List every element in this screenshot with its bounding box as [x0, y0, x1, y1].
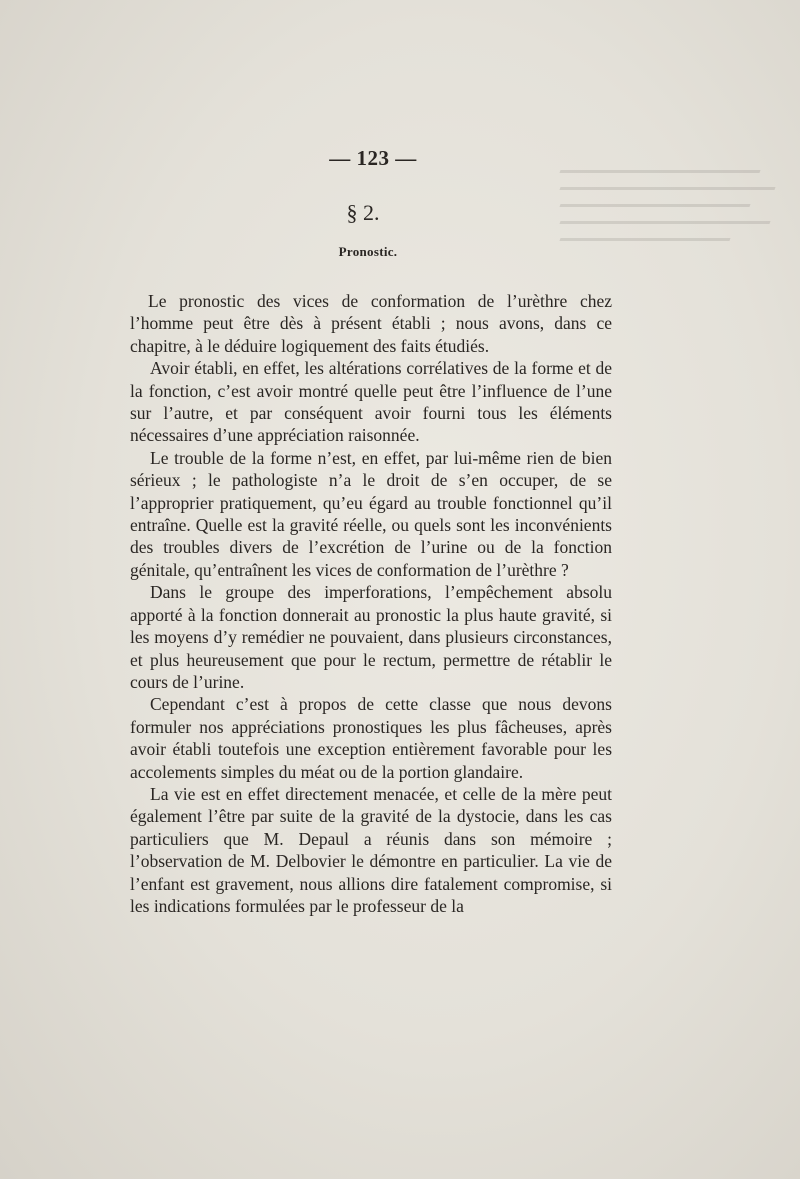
- section-number: § 2.: [346, 200, 380, 225]
- paragraph: Le trouble de la forme n’est, en effet, par lui-même rien de bien sérieux ; le pathologiste n’a le droit de s’en occuper, de se l’approprier pratiquement, qu’eu égard au trouble fonctionnel qu’il entraîne. Quelle est la gravité réelle, ou quels sont les inconvénients des troubles divers de l’excrétion de l’urine ou de la fonction génitale, qu’entraînent les vices de conformation de l’urèthre ?: [130, 447, 612, 580]
- paragraph: Cependant c’est à propos de cette classe que nous devons formuler nos appréciations pronostiques les plus fâcheuses, après avoir établi toutefois une exception entièrement favorable pour les accolements simples du méat ou de la portion glandaire.: [130, 694, 612, 782]
- paragraph: Le pronostic des vices de conformation de l’urèthre chez l’homme peut être dès à présent établi ; nous avons, dans ce chapitre, à le déduire logiquement des faits étudiés.: [130, 291, 612, 356]
- section-heading: Pronostic.: [338, 244, 398, 259]
- paragraph: Avoir établi, en effet, les altérations corrélatives de la forme et de la fonction, c’est avoir montré quelle peut être l’influence de l’une sur l’autre, et par conséquent avoir fourni tous les éléments nécessaires d’une appréciation raisonnée.: [130, 358, 612, 446]
- body-text: [130, 290, 612, 917]
- page-number: — 123 —: [329, 146, 417, 170]
- paragraph: La vie est en effet directement menacée, et celle de la mère peut également l’être par suite de la gravité de la dystocie, dans les cas particuliers que M. Depaul a réunis dans son mémoire ; l’observation de M. Delbovier le démontre en particulier. La vie de l’enfant est gravement, nous allions dire fatalement compromise, si les indications formulées par le professeur de la: [130, 783, 612, 916]
- paragraph: Dans le groupe des imperforations, l’empêchement absolu apporté à la fonction donnerait au pronostic la plus haute gravité, si les moyens d’y remédier ne pouvaient, dans plusieurs circonstances, et plus heureusement que pour le rectum, permettre de rétablir le cours de l’urine.: [130, 582, 612, 692]
